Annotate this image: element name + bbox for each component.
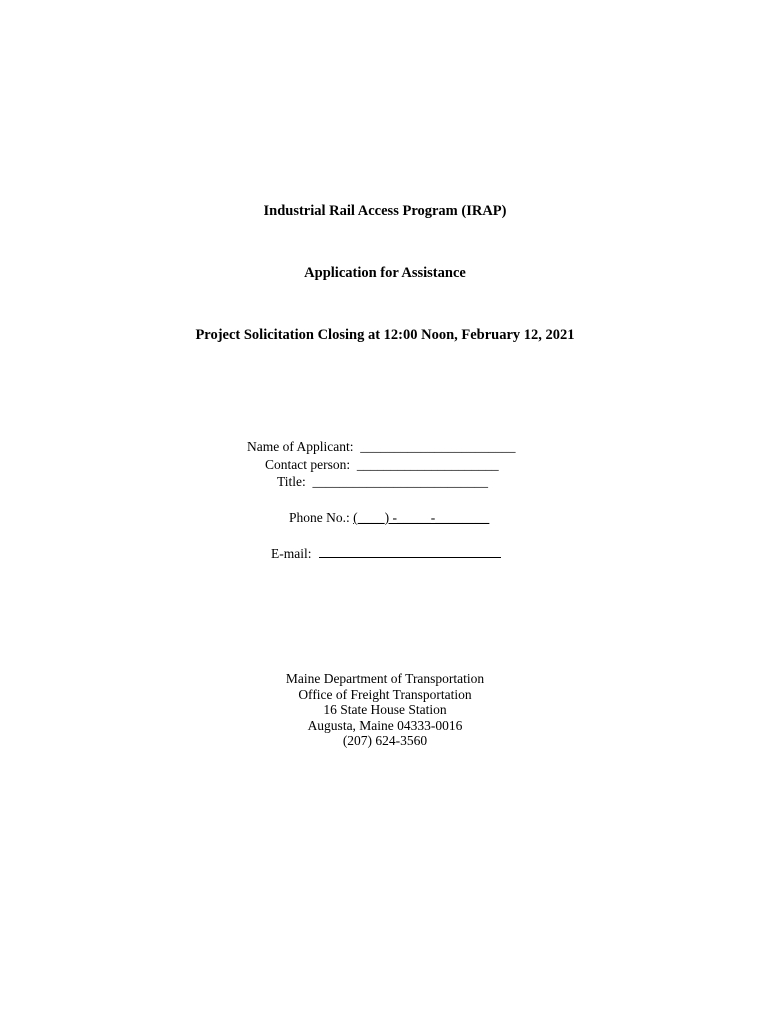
- address-line-city: Augusta, Maine 04333-0016: [307, 717, 463, 733]
- phone-field: [289, 509, 489, 526]
- address-line-street: 16 State House Station: [323, 702, 447, 718]
- applicant-label: Name of Applicant:: [247, 439, 354, 454]
- applicant-name-field: [247, 438, 515, 455]
- email-label: E-mail:: [271, 546, 312, 561]
- agency-address: [0, 671, 770, 749]
- contact-person-field: [265, 456, 499, 473]
- phone-blank[interactable]: (____) -_____-________: [353, 510, 490, 525]
- document-title: Industrial Rail Access Program (IRAP): [263, 203, 507, 219]
- document-subtitle: Application for Assistance: [304, 265, 466, 281]
- phone-label: Phone No.:: [289, 510, 350, 525]
- email-field: [271, 545, 501, 562]
- address-line-agency: Maine Department of Transportation: [285, 671, 485, 686]
- address-line-office: Office of Freight Transportation: [298, 686, 472, 702]
- title-blank[interactable]: __________________________: [312, 474, 489, 489]
- email-blank[interactable]: [319, 545, 501, 558]
- contact-label: Contact person:: [265, 457, 351, 472]
- applicant-blank[interactable]: _______________________: [360, 439, 516, 454]
- title-label: Title:: [277, 474, 306, 489]
- solicitation-closing: Project Solicitation Closing at 12:00 Noon, February 12, 2021: [195, 327, 575, 343]
- contact-blank[interactable]: _____________________: [356, 457, 499, 472]
- title-field: [277, 473, 488, 490]
- address-line-phone: (207) 624-3560: [342, 733, 428, 749]
